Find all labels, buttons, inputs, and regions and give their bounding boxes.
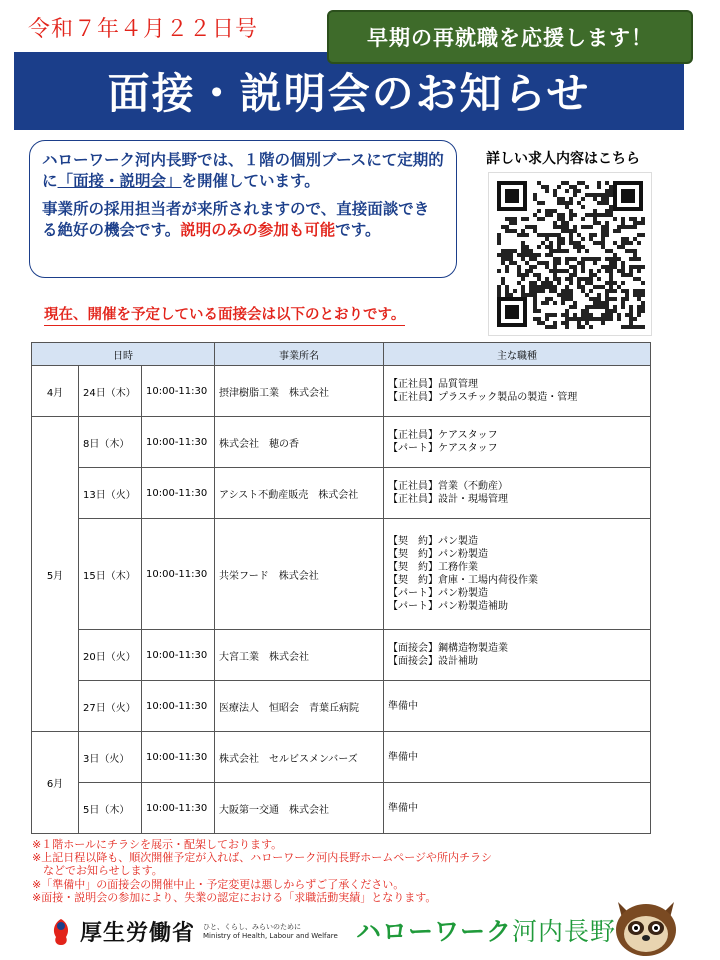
day-cell: 24日（木） [79,366,142,417]
intro-box [29,140,457,278]
footnote: ※「準備中」の面接会の開催中止・予定変更は悪しからずご了承ください。 [32,877,405,891]
day-cell: 3日（火） [79,732,142,783]
job-item: 【契 約】倉庫・工場内荷役作業 [388,575,538,586]
time-cell: 10:00-11:30 [142,519,215,630]
company-cell: 大阪第一交通 株式会社 [215,783,384,834]
intro-text: 事業所の採用担当者が来所されますので、直接面談できる絶好の機会です。 [42,200,430,239]
table-row [32,468,651,519]
raccoon-mascot-icon [612,892,680,958]
job-item: 準備中 [388,700,418,712]
jobs-cell [384,630,651,681]
job-item: 【契 約】パン製造 [388,536,478,547]
table-row [32,417,651,468]
table-row [32,366,651,417]
time-cell: 10:00-11:30 [142,681,215,732]
table-row [32,519,651,630]
intro-paragraph-2 [42,199,444,241]
footnote: などでお知らせします。 [32,864,163,878]
job-item: 【正社員】ケアスタッフ [388,430,498,441]
month-cell: 6月 [32,732,79,834]
job-item: 【正社員】品質管理 [388,379,478,390]
header-company: 事業所名 [215,343,384,366]
table-row [32,681,651,732]
header-jobs: 主な職種 [384,343,651,366]
time-cell: 10:00-11:30 [142,783,215,834]
footnote: ※１階ホールにチラシを展示・配架しております。 [32,838,283,851]
job-item: 【パート】パン粉製造 [388,588,488,599]
job-item: 【正社員】営業（不動産） [388,481,508,492]
ministry-emblem-icon [48,917,74,947]
table-row [32,732,651,783]
schedule-notice: 現在、開催を予定している面接会は以下のとおりです。 [44,303,405,326]
issue-date: 令和７年４月２２日号 [28,17,259,42]
job-item: 【正社員】プラスチック製品の製造・管理 [388,392,578,403]
qr-code-icon[interactable] [488,172,652,336]
jobs-cell [384,468,651,519]
ministry-subtitle [203,923,338,941]
header-date: 日時 [32,343,215,366]
day-cell: 27日（火） [79,681,142,732]
event-name-emphasis: 「面接・説明会」 [57,172,182,190]
qr-label: 詳しい求人内容はこちら [486,151,640,167]
time-cell: 10:00-11:30 [142,732,215,783]
month-cell: 5月 [32,417,79,732]
hellowork-brand: ハローワーク [356,917,513,946]
interview-schedule-table [31,342,651,834]
jobs-cell [384,732,651,783]
day-cell: 13日（火） [79,468,142,519]
day-cell: 15日（木） [79,519,142,630]
footnote: ※上記日程以降も、順次開催予定が入れば、ハローワーク河内長野ホームページや所内チラシ [32,851,492,865]
time-cell: 10:00-11:30 [142,468,215,519]
job-item: 【面接会】鋼構造物製造業 [388,643,508,654]
company-cell: 株式会社 穂の香 [215,417,384,468]
time-cell: 10:00-11:30 [142,630,215,681]
ministry-english-name: Ministry of Health, Labour and Welfare [203,931,338,940]
company-cell: 医療法人 恒昭会 青葉丘病院 [215,681,384,732]
time-cell: 10:00-11:30 [142,417,215,468]
job-item: 準備中 [388,751,418,763]
jobs-cell [384,681,651,732]
time-cell: 10:00-11:30 [142,366,215,417]
hellowork-logo [356,912,616,948]
job-item: 【パート】パン粉製造補助 [388,601,508,612]
ministry-name: 厚生労働省 [80,921,196,946]
job-item: 準備中 [388,802,418,814]
ministry-tagline: ひと、くらし、みらいのために [203,922,302,931]
job-item: 【契 約】パン粉製造 [388,549,488,560]
table-row [32,783,651,834]
job-item: 【正社員】設計・現場管理 [388,494,508,505]
job-item: 【面接会】設計補助 [388,656,478,667]
jobs-cell [384,519,651,630]
month-cell: 4月 [32,366,79,417]
table-row [32,630,651,681]
company-cell: 共栄フード 株式会社 [215,519,384,630]
jobs-cell [384,366,651,417]
page-title: 面接・説明会のお知らせ [14,52,684,130]
company-cell: 大宮工業 株式会社 [215,630,384,681]
day-cell: 20日（火） [79,630,142,681]
hellowork-office-name: 河内長野 [512,917,617,946]
day-cell: 5日（木） [79,783,142,834]
footnote: ※面接・説明会の参加により、失業の認定における「求職活動実績」となります。 [32,890,437,904]
intro-paragraph-1 [42,150,444,192]
intro-text: です。 [335,221,381,239]
jobs-cell [384,783,651,834]
company-cell: アシスト不動産販売 株式会社 [215,468,384,519]
job-item: 【パート】ケアスタッフ [388,443,498,454]
info-only-highlight: 説明のみの参加も可能 [180,221,336,239]
ministry-logo [48,916,338,947]
footnotes [32,838,692,904]
jobs-cell [384,417,651,468]
support-banner: 早期の再就職を応援します！ [327,10,693,64]
job-item: 【契 約】工務作業 [388,562,478,573]
intro-text: を開催しています。 [181,172,320,190]
day-cell: 8日（木） [79,417,142,468]
company-cell: 摂津樹脂工業 株式会社 [215,366,384,417]
intro-text: ハローワーク河内長野では、１階の個別ブースにて定期的に [42,151,444,190]
company-cell: 株式会社 セルビスメンバーズ [215,732,384,783]
table-header-row [32,343,651,366]
